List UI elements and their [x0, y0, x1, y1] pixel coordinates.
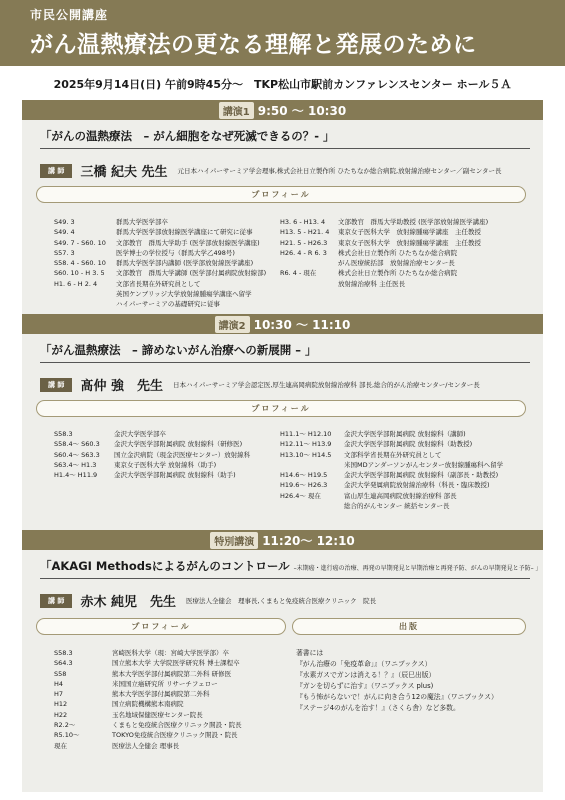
- profile-detail: 金沢大学医学部附属病院 放射線科（講師): [344, 430, 466, 438]
- profile-detail: 東京女子医科大学 放射線腫瘍学講座 主任教授: [338, 228, 481, 237]
- profile-year: S63.4～ H1.3: [54, 460, 97, 469]
- profile-row: [54, 299, 279, 309]
- speaker-affiliation: 元日本ハイパーサーミア学会理事,株式会社日立製作所 ひたちなか総合病院,放射線治療センター／副センター長: [177, 167, 502, 175]
- session-3-time: 11:20～ 12:10: [262, 533, 355, 548]
- session-2-header: [22, 314, 543, 334]
- profile-row: [280, 429, 530, 439]
- session-1-title: 「がんの温熱療法 – がん細胞をなぜ死滅できるの？- 」: [40, 128, 530, 149]
- profile-year: H26.4～ 現在: [280, 491, 321, 500]
- session-2-speaker: [40, 375, 480, 394]
- profile-detail: 金沢大学発属病院放射線治療科（科長・臨床教授): [344, 481, 490, 490]
- profile-row: [54, 429, 279, 439]
- session-2-profile-left: [54, 429, 279, 480]
- profile-year: H12: [54, 700, 68, 709]
- profile-year: H14.6～ H19.5: [280, 471, 328, 480]
- profile-row: [54, 227, 279, 237]
- profile-year: [280, 460, 344, 470]
- profile-detail: 富山厚生連高岡病院放射線治療科 部長: [344, 491, 457, 500]
- profile-year: H26. 4 - R 6. 3: [280, 248, 327, 257]
- profile-row: [54, 279, 279, 289]
- session-1-speaker: [40, 161, 502, 180]
- profile-row: [280, 238, 530, 248]
- profile-detail: 金沢大学医学部卒: [114, 430, 166, 438]
- profile-year: S57. 3: [54, 248, 75, 257]
- profile-year: H4: [54, 679, 64, 688]
- profile-row: [54, 699, 289, 709]
- profile-detail: 宮崎医科大学（現：宮崎大学医学部）卒: [112, 649, 229, 657]
- profile-detail: 国立金沢病院（現金沢医療センター）放射線科: [114, 450, 251, 459]
- speaker-name: 三橋 紀夫 先生: [80, 165, 168, 180]
- profile-row: [54, 710, 289, 720]
- session-3-profile-left: [54, 648, 289, 751]
- speaker-badge: 講 師: [40, 594, 72, 608]
- book-item: 著書には: [296, 649, 324, 657]
- profile-row: [280, 248, 530, 258]
- profile-row: [280, 217, 530, 227]
- profile-year: H22: [54, 710, 68, 719]
- profile-detail: 金沢大学医学部附属病院 放射線科（研修医): [114, 440, 243, 449]
- profile-year: R2.2～: [54, 721, 76, 730]
- session-2-title: 「がん温熱療法 – 諦めないがん治療への新展開 – 」: [40, 342, 530, 363]
- profile-year: S58.3: [54, 649, 73, 657]
- profile-detail: 群馬大学医学部放射線医学講座にて研究に従事: [116, 228, 253, 237]
- profile-detail: 群馬大学医学部内講師 (医学部放射線医学講座): [116, 259, 254, 268]
- profile-detail: 総合的がんセンター 統括センター長: [344, 502, 450, 511]
- profile-year: R6. 4 - 現在: [280, 269, 317, 278]
- session-3-panel: [22, 530, 543, 792]
- profile-detail: くまもと免疫統合医療クリニック開設・院長: [112, 721, 242, 730]
- profile-row: [280, 279, 530, 289]
- profile-row: [54, 669, 289, 679]
- profile-detail: ハイパーサーミアの基礎研究に従事: [116, 300, 220, 309]
- profile-year: H3. 6 - H13. 4: [280, 218, 326, 226]
- profile-row: [280, 470, 530, 480]
- profile-detail: 放射線治療科 主任医長: [338, 279, 406, 288]
- session-1-profile-right: [280, 217, 530, 289]
- profile-row: [54, 679, 289, 689]
- profile-detail: 玉名地域保健医療センター院長: [112, 710, 203, 719]
- profile-year: [280, 501, 344, 511]
- session-1-profile-label: プロフィール: [36, 186, 526, 203]
- session-1-time: 9:50 ～ 10:30: [257, 103, 347, 118]
- profile-year: H13. 5 - H21. 4: [280, 228, 330, 237]
- profile-row: [54, 470, 279, 480]
- profile-year: H11.1～ H12.10: [280, 430, 332, 438]
- profile-detail: 医学博士の学位授与（群馬大学乙498号): [116, 248, 235, 257]
- profile-year: R5.10～: [54, 731, 80, 740]
- profile-row: [54, 730, 289, 740]
- profile-detail: がん医療統括部 放射線治療センター長: [338, 259, 455, 268]
- event-dateline: 2025年9月14日(日) 午前9時45分～ TKP松山市駅前カンファレンスセンター ホール５Ａ: [53, 78, 512, 91]
- profile-detail: 熊本大学医学部付属病院第二外科 研修医: [112, 669, 232, 678]
- profile-detail: 文部省長期在外研究員として: [116, 279, 201, 288]
- profile-year: S58: [54, 669, 67, 678]
- book-item: 『水素ガスでガンは消える！？』（辰巳出版）: [296, 671, 436, 679]
- session-2-time: 10:30 ～ 11:10: [253, 317, 351, 332]
- profile-year: [280, 258, 338, 268]
- session-1-tag: 講演1: [219, 102, 254, 119]
- session-3-title-note: –末期癌・進行癌の治療、再発の早期発見と早期治療と再発予防、がんの早期発見と予防– 」: [293, 565, 542, 572]
- profile-detail: TOKYO免疫統合医療クリニック開設・院長: [112, 731, 238, 740]
- profile-row: [280, 491, 530, 501]
- profile-row: [280, 258, 530, 268]
- book-item: 『もう怖がらないで！がんに向き合う12の魔法』（ワニブックス）: [296, 693, 498, 701]
- profile-detail: 株式会社日立製作所 ひたちなか総合病院: [338, 248, 458, 257]
- profile-detail: 東京女子医科大学 放射線腫瘍学講座 主任教授: [338, 238, 481, 247]
- profile-year: S58.4～ S60.3: [54, 440, 100, 449]
- profile-detail: 文部科学省長期在外研究員として: [344, 450, 442, 459]
- profile-detail: 群馬大学医学部卒: [116, 218, 168, 226]
- profile-detail: 米国MDアンダーソンがんセンター放射線腫瘍科へ留学: [344, 460, 504, 469]
- header-subtitle: 市民公開講座: [30, 8, 109, 22]
- profile-row: [54, 658, 289, 668]
- profile-year: S64.3: [54, 659, 73, 668]
- session-3-title-main: 「AKAGI Methodsによるがんのコントロール: [40, 559, 290, 573]
- book-item: 『ステージ4のがんを治す！』（さくら舎）など多数。: [296, 704, 460, 712]
- session-1-panel: [22, 100, 543, 314]
- profile-year: H1. 6 - H 2. 4: [54, 279, 98, 288]
- session-2-tag: 講演2: [215, 316, 250, 333]
- session-1-profile-left: [54, 217, 279, 310]
- profile-year: H7: [54, 690, 64, 699]
- profile-year: H19.6～ H26.3: [280, 481, 328, 490]
- profile-detail: 英国ケンブリッジ大学放射線腫瘍学講座へ留学: [116, 290, 252, 299]
- profile-detail: 文部教官 群馬大学助手 (医学部放射線医学講座): [116, 238, 260, 247]
- header-banner: [0, 0, 565, 66]
- profile-year: S58. 4 - S60. 10: [54, 259, 106, 268]
- profile-year: S49. 4: [54, 228, 75, 237]
- profile-year: S58.3: [54, 430, 73, 438]
- profile-row: [54, 217, 279, 227]
- profile-detail: 金沢大学医学部附属病院 放射線科（助手): [114, 471, 236, 480]
- profile-year: S60. 10 - H 3. 5: [54, 269, 105, 278]
- speaker-name: 髙仲 強 先生: [80, 379, 163, 394]
- session-3-tag: 特別講演: [210, 532, 258, 549]
- book-item: 『ガンを切らずに治す』（ワニブックス plus): [296, 682, 434, 690]
- profile-year: S49. 7 - S60. 10: [54, 238, 106, 247]
- profile-row: [54, 720, 289, 730]
- speaker-name: 赤木 純児 先生: [80, 595, 176, 610]
- profile-row: [280, 480, 530, 490]
- profile-row: [54, 248, 279, 258]
- profile-detail: 米国国立癌研究所 リサーチフェロー: [112, 679, 218, 688]
- profile-row: [280, 268, 530, 278]
- profile-detail: 文部教官 群馬大学助教授 (医学部放射線医学講座): [338, 218, 489, 226]
- header-title: がん温熱療法の更なる理解と発展のために: [30, 32, 477, 58]
- profile-year: [54, 289, 116, 299]
- profile-row: [280, 227, 530, 237]
- profile-year: H21. 5 - H26.3: [280, 238, 328, 247]
- profile-detail: 国立熊本大学 大学院医学研究科 博士課程卒: [112, 659, 240, 668]
- profile-row: [54, 648, 289, 658]
- profile-detail: 東京女子医科大学 放射線科（助手): [114, 460, 217, 469]
- profile-year: [280, 279, 338, 289]
- profile-year: H13.10～ H14.5: [280, 450, 332, 459]
- profile-year: H12.11～ H13.9: [280, 440, 332, 449]
- profile-row: [280, 460, 530, 470]
- profile-row: [54, 238, 279, 248]
- session-3-books-label: 出版: [292, 618, 526, 635]
- speaker-affiliation: 日本ハイパーサーミア学会認定医,厚生連高岡病院放射線治療科 部長,総合的がん治療センター/センター長: [172, 381, 480, 389]
- profile-row: [54, 460, 279, 470]
- profile-detail: 文部教官 群馬大学講師 (医学部付属病院放射線部): [116, 269, 267, 278]
- profile-row: [54, 439, 279, 449]
- profile-row: [54, 450, 279, 460]
- profile-row: [280, 501, 530, 511]
- profile-row: [54, 741, 289, 751]
- profile-detail: 金沢大学医学部附属病院 放射線科（助教授): [344, 440, 473, 449]
- profile-detail: 熊本大学医学部付属病院第二外科: [112, 690, 210, 699]
- speaker-affiliation: 医療法人全健会 理事長,くまもと免疫統合医療クリニック 院長: [185, 597, 377, 605]
- profile-year: S60.4～ S63.3: [54, 450, 100, 459]
- profile-detail: 国立病院機構熊本南病院: [112, 700, 184, 709]
- session-3-title: [40, 558, 542, 579]
- profile-row: [54, 689, 289, 699]
- profile-row: [280, 439, 530, 449]
- profile-year: S49. 3: [54, 218, 75, 226]
- session-3-speaker: [40, 591, 376, 610]
- profile-row: [280, 450, 530, 460]
- profile-year: [54, 299, 116, 309]
- session-2-panel: [22, 314, 543, 530]
- session-2-profile-right: [280, 429, 530, 511]
- speaker-badge: 講 師: [40, 164, 72, 178]
- book-item: 『がん治療の「免疫革命」』（ワニブックス）: [296, 660, 432, 668]
- profile-year: H1.4～ H11.9: [54, 471, 98, 480]
- session-3-profile-label: プロフィール: [36, 618, 286, 635]
- session-3-books-list: [296, 648, 531, 714]
- speaker-badge: 講 師: [40, 378, 72, 392]
- session-2-profile-label: プロフィール: [36, 400, 526, 417]
- profile-year: 現在: [54, 741, 67, 750]
- profile-row: [54, 258, 279, 268]
- profile-row: [54, 268, 279, 278]
- profile-detail: 医療法人全健会 理事長: [112, 741, 180, 750]
- session-1-header: [22, 100, 543, 120]
- profile-detail: 金沢大学医学部附属病院 放射線科（副部長・助教授): [344, 471, 499, 480]
- profile-row: [54, 289, 279, 299]
- session-3-header: [22, 530, 543, 550]
- profile-detail: 株式会社日立製作所 ひたちなか総合病院: [338, 269, 458, 278]
